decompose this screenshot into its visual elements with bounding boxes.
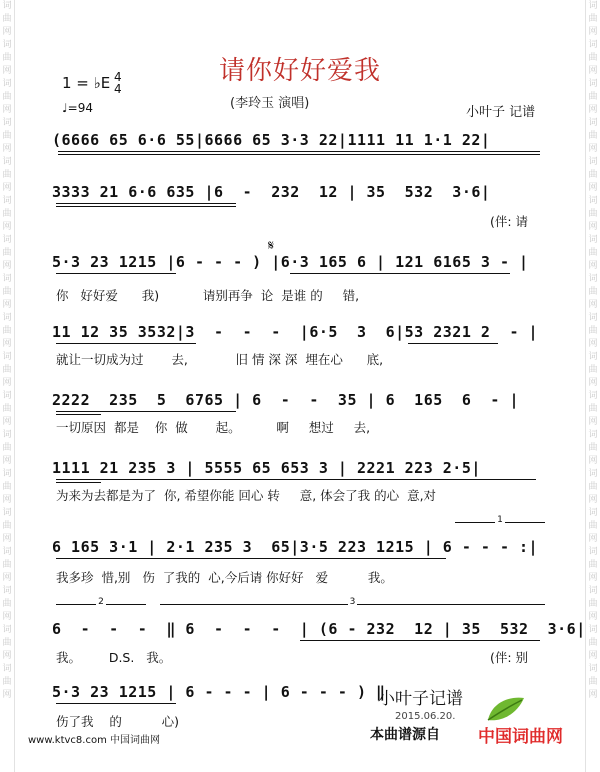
segno-icon: 𝄋 [268, 238, 275, 254]
score-line-7: 6 165 3·1 | 2·1 235 3 65|3·5 223 1215 | 6 - - - :| [52, 538, 539, 556]
underline-line-2 [56, 203, 236, 204]
underline-line-6 [56, 479, 536, 480]
accompaniment-note-2: (伴: 别 [490, 650, 529, 665]
volta-bracket-1 [455, 515, 545, 533]
time-signature-top: 4 [114, 70, 122, 84]
score-line-2: 3333 21 6·6 635 |6 - 232 12 | 35 532 3·6| [52, 183, 491, 201]
lyric-line-6: 为来为去都是为了 你, 希望你能 回心 转 意, 体会了我 的心 意,对 [56, 488, 437, 503]
underline-line-2b [56, 206, 236, 207]
volta-bracket-2 [56, 597, 146, 615]
lyric-line-7: 我多珍 惜,别 伤 了我的 心,今后请 你好好 爱 我。 [56, 570, 393, 585]
underline-line-1b [58, 154, 540, 155]
score-line-4: 11 12 35 3532|3 - - - |6·5 3 6|53 2321 2 - | [52, 323, 539, 341]
score-line-9: 5·3 23 1215 | 6 - - - | 6 - - - ) ‖ [52, 683, 386, 701]
song-title: 请你好好爱我 [218, 56, 381, 86]
lyric-line-8: 我。 D.S. 我。 [56, 650, 172, 665]
tempo-mark: ♩=94 [62, 101, 93, 115]
lyric-line-3: 你 好好爱 我) 请别再争 论 是谁 的 错, [56, 288, 360, 303]
score-line-5: 2222 235 5 6765 | 6 - - 35 | 6 165 6 - | [52, 391, 520, 409]
underline-line-3b [290, 273, 510, 274]
underline-line-4b [408, 343, 498, 344]
underline-line-5 [56, 411, 236, 412]
time-signature-bottom: 4 [114, 82, 122, 96]
underline-line-8 [300, 640, 540, 641]
key-signature: 1 = ♭E [62, 74, 111, 92]
time-signature [114, 71, 122, 95]
score-line-1: (6666 65 6·6 55|6666 65 3·3 22|1111 11 1·1 22| [52, 131, 491, 149]
lyric-line-4: 就让一切成为过 去, 旧 情 深 深 埋在心 底, [56, 352, 384, 367]
lyric-line-9: 伤了我 的 心) [56, 714, 180, 729]
lyric-line-5: 一切原因 都是 你 做 起。 啊 想过 去, [56, 420, 371, 435]
right-watermark: 词曲网词曲网词曲网词曲网词曲网词曲网词曲网词曲网词曲网词曲网词曲网词曲网词曲网词曲网词曲网词曲网词曲网词曲网 [585, 0, 600, 772]
underline-line-7 [56, 558, 446, 559]
transcription-date: 2015.06.20. [395, 711, 456, 722]
left-watermark: 词曲网词曲网词曲网词曲网词曲网词曲网词曲网词曲网词曲网词曲网词曲网词曲网词曲网词曲网词曲网词曲网词曲网词曲网 [0, 0, 15, 772]
score-line-8: 6 - - - ‖ 6 - - - | (6 - 232 12 | 35 532 3·6| [52, 620, 586, 638]
handwritten-signature: 小叶子记谱 [378, 689, 463, 709]
site-name[interactable]: 中国词曲网 [478, 727, 563, 747]
underline-line-3 [56, 273, 176, 274]
score-line-6: 1111 21 235 3 | 5555 65 653 3 | 2221 223 2·5| [52, 459, 481, 477]
singer-credit: (李玲玉 演唱) [230, 96, 310, 111]
arranger-credit: 小叶子 记谱 [466, 105, 536, 120]
source-label: 本曲谱源自 [370, 727, 440, 743]
underline-line-4 [56, 343, 196, 344]
volta-2-number: 2 [98, 597, 104, 607]
volta-3-number: 3 [349, 597, 356, 607]
volta-1-number: 1 [497, 515, 503, 525]
underline-line-6b [56, 482, 101, 483]
volta-bracket-3 [160, 597, 545, 615]
underline-line-9 [56, 703, 176, 704]
leaf-logo-icon [484, 694, 528, 724]
score-line-3: 5·3 23 1215 |6 - - - ) |6·3 165 6 | 121 6165 3 - | [52, 253, 529, 271]
site-url[interactable]: www.ktvc8.com 中国词曲网 [28, 735, 161, 746]
underline-line-1 [58, 151, 540, 152]
underline-line-5b [56, 414, 101, 415]
accompaniment-note-1: (伴: 请 [490, 214, 529, 229]
